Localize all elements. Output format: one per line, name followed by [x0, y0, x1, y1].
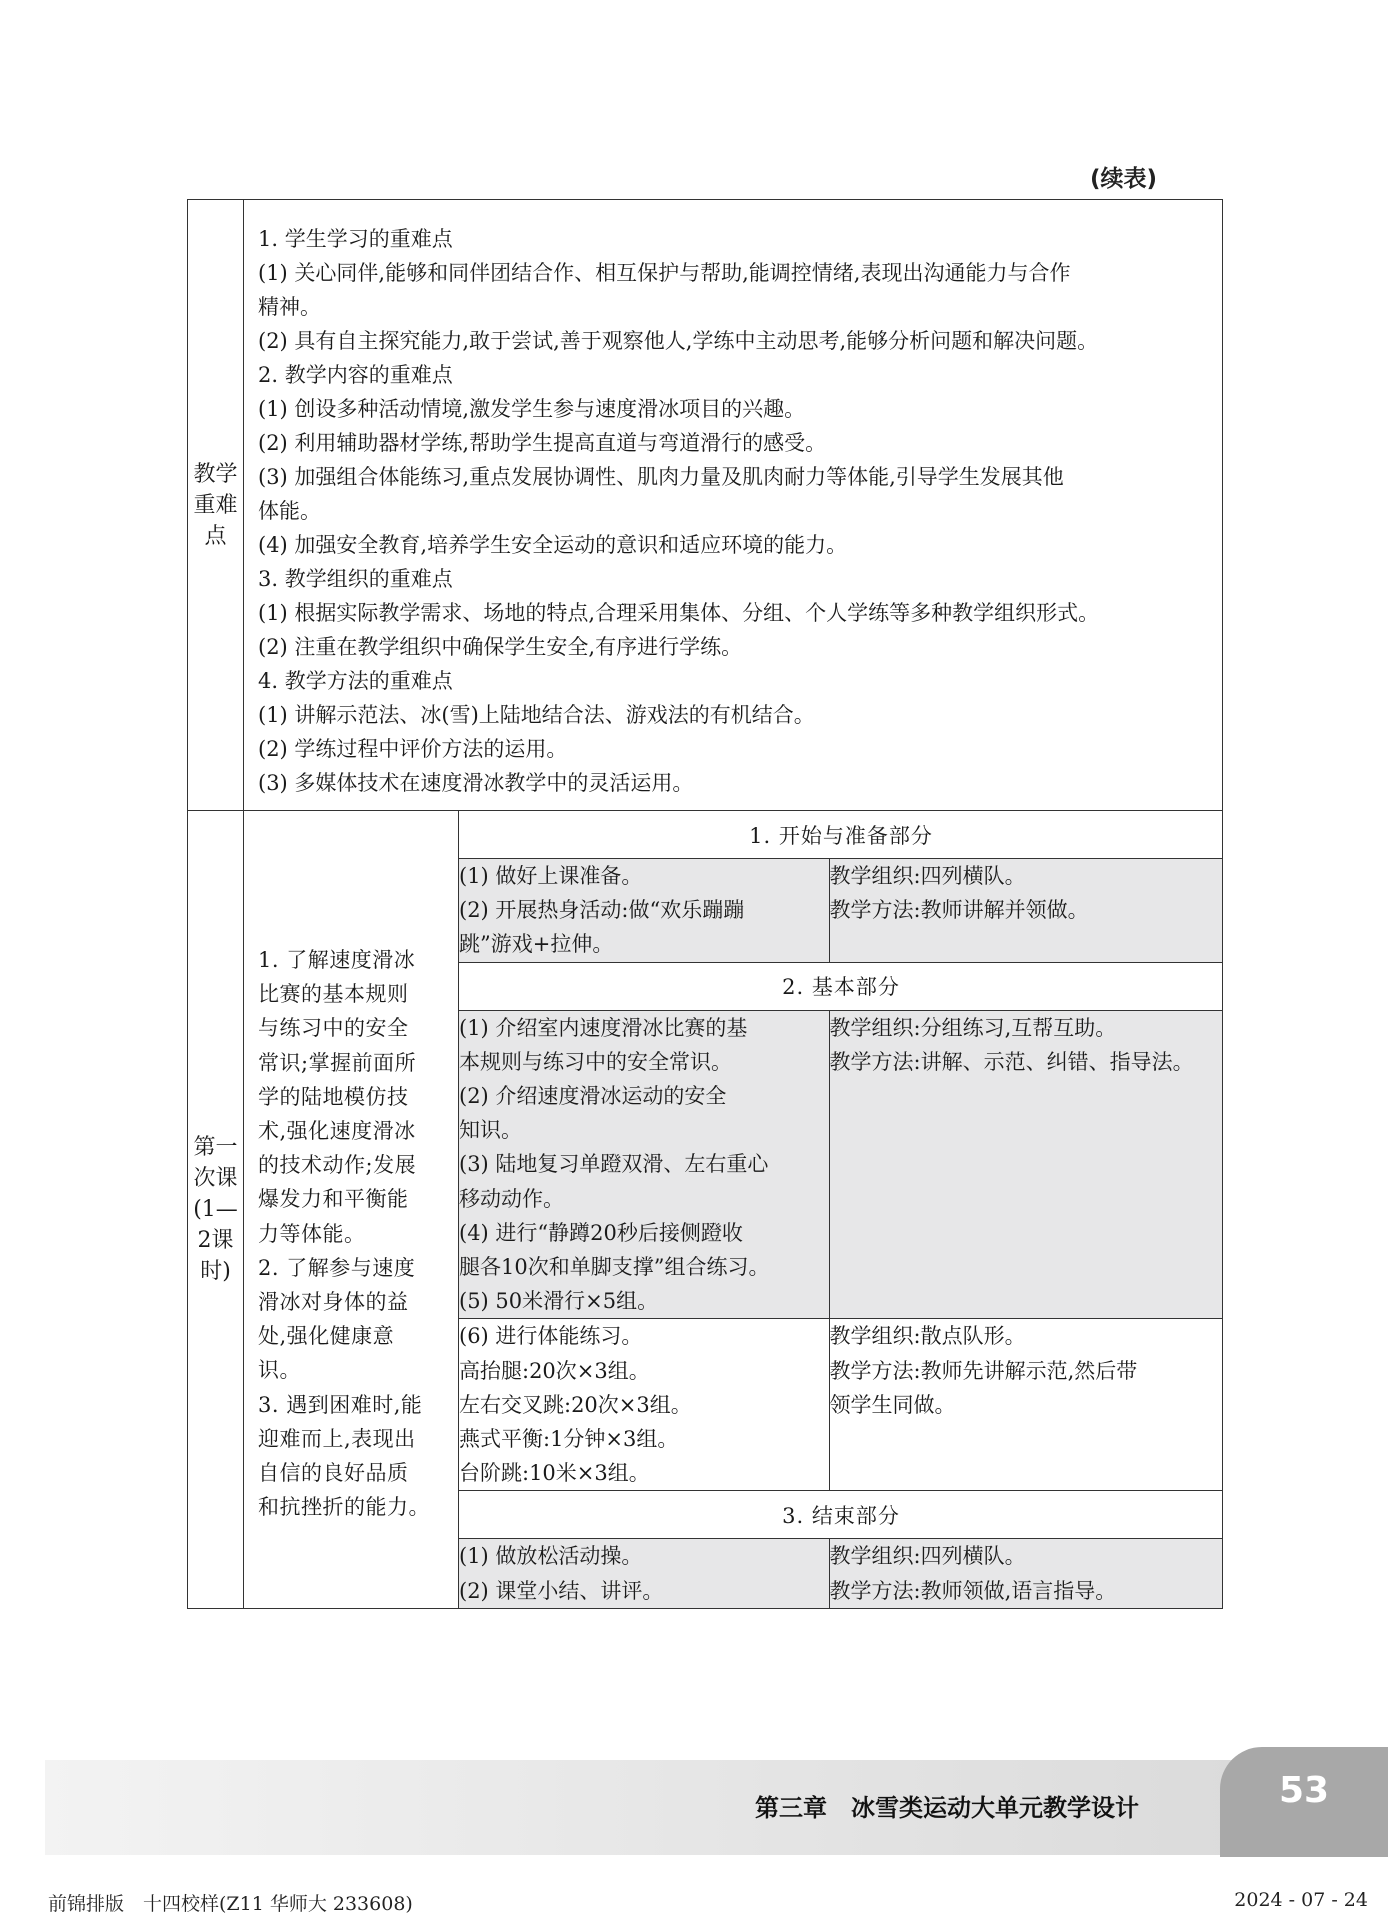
lesson-parts-table: [459, 811, 1223, 1608]
lesson-plan-table: [187, 199, 1223, 1609]
text-line: 2. 教学内容的重难点: [258, 363, 453, 387]
text-line: (2) 利用辅助器材学练,帮助学生提高直道与弯道滑行的感受。: [258, 431, 827, 455]
text-line: (1) 关心同伴,能够和同伴团结合作、相互保护与帮助,能调控情绪,表现出沟通能力与合作: [258, 261, 1071, 285]
organization-cell: 教学组织:四列横队。 教学方法:教师领做,语言指导。: [829, 1539, 1223, 1608]
print-info-right: 2024 - 07 - 24: [1234, 1889, 1368, 1911]
continued-label: (续表): [1090, 166, 1158, 192]
part-content-row: [459, 1010, 1223, 1319]
organization-cell: 教学组织:四列横队。 教学方法:教师讲解并领做。: [829, 859, 1223, 963]
part-title: 3. 结束部分: [459, 1491, 1223, 1539]
text-line: (3) 多媒体技术在速度滑冰教学中的灵活运用。: [258, 771, 694, 795]
activities-cell: (6) 进行体能练习。 高抬腿:20次×3组。 左右交叉跳:20次×3组。 燕式平衡:1分钟×3组。 台阶跳:10米×3组。: [459, 1319, 829, 1491]
organization-cell: 教学组织:分组练习,互帮互助。 教学方法:讲解、示范、纠错、指导法。: [829, 1010, 1223, 1319]
text-line: 精神。: [258, 295, 321, 319]
part-title: 1. 开始与准备部分: [459, 811, 1223, 859]
text-line: 体能。: [258, 499, 321, 523]
footer-band: [45, 1760, 1385, 1855]
lesson1-row: [188, 811, 1223, 1609]
text-line: 1. 学生学习的重难点: [258, 227, 453, 251]
part-title: 2. 基本部分: [459, 962, 1223, 1010]
activities-cell: (1) 做好上课准备。 (2) 开展热身活动:做“欢乐蹦蹦 跳”游戏+拉伸。: [459, 859, 829, 963]
lesson1-parts: [459, 811, 1223, 1609]
print-info-left: 前锦排版 十四校样(Z11 华师大 233608): [48, 1893, 413, 1915]
key-difficulties-row: [188, 200, 1223, 811]
text-line: (2) 具有自主探究能力,敢于尝试,善于观察他人,学练中主动思考,能够分析问题和解决问题。: [258, 329, 1099, 353]
activities-cell: (1) 介绍室内速度滑冰比赛的基 本规则与练习中的安全常识。 (2) 介绍速度滑冰运动的安全 知识。 (3) 陆地复习单蹬双滑、左右重心 移动动作。 (4) 进行“静蹲20秒后接侧蹬收 腿各10次和单脚支撑”组合练习。 (5) 50米滑行×5组。: [459, 1010, 829, 1319]
chapter-title: 第三章 冰雪类运动大单元教学设计: [755, 1794, 1139, 1822]
part-content-row: [459, 1319, 1223, 1491]
page-number: 53: [1278, 1770, 1330, 1811]
text-line: (1) 讲解示范法、冰(雪)上陆地结合法、游戏法的有机结合。: [258, 703, 815, 727]
lesson1-goals: 1. 了解速度滑冰 比赛的基本规则 与练习中的安全 常识;掌握前面所 学的陆地模仿技 术,强化速度滑冰 的技术动作;发展 爆发力和平衡能 力等体能。 2. 了解参与速度 滑冰对身体的益 处,强化健康意 识。 3. 遇到困难时,能 迎难而上,表现出 自信的良好品质 和抗挫折的能力。: [244, 811, 459, 1609]
text-line: (2) 学练过程中评价方法的运用。: [258, 737, 568, 761]
part-content-row: [459, 859, 1223, 963]
part-header-row: [459, 1491, 1223, 1539]
text-line: (3) 加强组合体能练习,重点发展协调性、肌肉力量及肌肉耐力等体能,引导学生发展其他: [258, 465, 1064, 489]
part-header-row: [459, 962, 1223, 1010]
key-difficulties-content: [244, 200, 1223, 811]
activities-cell: (1) 做放松活动操。 (2) 课堂小结、讲评。: [459, 1539, 829, 1608]
key-difficulties-label: 教学 重难 点: [188, 200, 244, 811]
text-line: 3. 教学组织的重难点: [258, 567, 453, 591]
part-header-row: [459, 811, 1223, 859]
text-line: (1) 根据实际教学需求、场地的特点,合理采用集体、分组、个人学练等多种教学组织形式。: [258, 601, 1100, 625]
text-line: (2) 注重在教学组织中确保学生安全,有序进行学练。: [258, 635, 743, 659]
lesson1-label: 第一 次课 (1— 2课 时): [188, 811, 244, 1609]
text-line: (4) 加强安全教育,培养学生安全运动的意识和适应环境的能力。: [258, 533, 848, 557]
part-content-row: [459, 1539, 1223, 1608]
text-line: 4. 教学方法的重难点: [258, 669, 453, 693]
text-line: (1) 创设多种活动情境,激发学生参与速度滑冰项目的兴趣。: [258, 397, 806, 421]
organization-cell: 教学组织:散点队形。 教学方法:教师先讲解示范,然后带 领学生同做。: [829, 1319, 1223, 1491]
